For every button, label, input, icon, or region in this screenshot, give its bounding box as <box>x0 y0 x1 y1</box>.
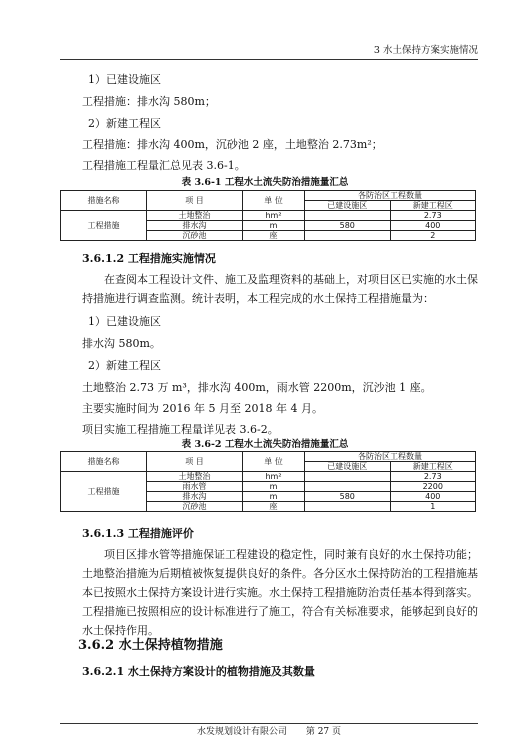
s1-item1-measure: 工程措施：排水沟 580m； <box>82 95 216 108</box>
table-cell: 400 <box>390 492 476 502</box>
table-cell: 座 <box>243 231 305 241</box>
s1-item2-measure: 工程措施：排水沟 400m，沉砂池 2 座，土地整治 2.73m²； <box>82 138 383 151</box>
s2-item1: 1）已建设施区 <box>88 315 161 328</box>
s2-item2: 2）新建工程区 <box>88 359 161 372</box>
table-cell: 2.73 <box>390 472 476 482</box>
table-cell: hm² <box>243 211 305 221</box>
s1-item2: 2）新建工程区 <box>88 117 161 130</box>
table-cell <box>305 211 391 221</box>
table2 <box>60 451 476 512</box>
table-cell <box>305 482 391 492</box>
table-cell: 沉砂池 <box>147 502 243 512</box>
table-cell: 座 <box>243 502 305 512</box>
table1-caption: 表 3.6-1 工程水土流失防治措施量汇总 <box>181 177 349 188</box>
t1-h-item: 项 目 <box>147 191 243 211</box>
table-cell: m <box>243 482 305 492</box>
t2-h-item: 项 目 <box>147 452 243 472</box>
t1-h-group: 各防治区工程数量 <box>305 191 476 201</box>
table-cell: 排水沟 <box>147 221 243 231</box>
page-footer <box>60 723 478 739</box>
table-cell: 排水沟 <box>147 492 243 502</box>
s4-heading: 3.6.2 水土保持植物措施 <box>78 638 223 653</box>
table-cell: m <box>243 492 305 502</box>
s5-heading: 3.6.2.1 水土保持方案设计的植物措施及其数量 <box>82 665 315 678</box>
t2-category: 工程措施 <box>61 472 147 512</box>
t2-h-zone2: 新建工程区 <box>390 462 476 472</box>
table-cell: 400 <box>390 221 476 231</box>
t2-h-unit: 单 位 <box>243 452 305 472</box>
table-cell: 土地整治 <box>147 211 243 221</box>
s2-item1-measure: 排水沟 580m。 <box>82 337 161 350</box>
table-cell: m <box>243 221 305 231</box>
t1-h-zone2: 新建工程区 <box>390 201 476 211</box>
footer-company: 水发规划设计有限公司 <box>196 727 287 737</box>
t1-category: 工程措施 <box>61 211 147 241</box>
t1-h-zone1: 已建设施区 <box>305 201 391 211</box>
table-cell: hm² <box>243 472 305 482</box>
table2-caption: 表 3.6-2 工程水土流失防治措施量汇总 <box>181 439 349 450</box>
s3-para: 项目区排水管等措施保证工程建设的稳定性，同时兼有良好的水土保持功能；土地整治措施为后期植被恢复提供良好的条件。各分区水土保持防治的工程措施基本已按照水土保持方案设计进行实施。水土保持工程措施防治责任基本得到落实。工程措施已按照相应的设计标准进行了施工，符合有关标准要求，能够起到良好的水土保持作用。 <box>82 548 478 637</box>
table-cell: 580 <box>305 221 391 231</box>
table-cell: 1 <box>390 502 476 512</box>
table-cell: 沉砂池 <box>147 231 243 241</box>
t1-h-unit: 单 位 <box>243 191 305 211</box>
s2-period: 主要实施时间为 2016 年 5 月至 2018 年 4 月。 <box>82 402 323 415</box>
s3-heading: 3.6.1.3 工程措施评价 <box>82 527 194 540</box>
t2-h-measure: 措施名称 <box>61 452 147 472</box>
table-cell: 2.73 <box>390 211 476 221</box>
table1 <box>60 190 476 241</box>
table-cell <box>305 231 391 241</box>
s2-summary: 项目实施工程措施工程量详见表 3.6-2。 <box>82 423 279 436</box>
table-cell: 2 <box>390 231 476 241</box>
s1-summary: 工程措施工程量汇总见表 3.6-1。 <box>82 159 246 172</box>
t2-h-zone1: 已建设施区 <box>305 462 391 472</box>
table-cell: 雨水管 <box>147 482 243 492</box>
table-cell <box>305 502 391 512</box>
s2-para: 在查阅本工程设计文件、施工及监理资料的基础上，对项目区已实施的水土保持措施进行调查监测。统计表明，本工程完成的水土保持工程措施量为： <box>82 273 478 305</box>
t1-h-measure: 措施名称 <box>61 191 147 211</box>
s1-item1: 1）已建设施区 <box>88 73 161 86</box>
table-cell: 580 <box>305 492 391 502</box>
footer-page: 第 27 页 <box>305 727 342 737</box>
t2-h-group: 各防治区工程数量 <box>305 452 476 462</box>
table-cell <box>305 472 391 482</box>
table-cell: 土地整治 <box>147 472 243 482</box>
table-cell: 2200 <box>390 482 476 492</box>
page-header: 3 水土保持方案实施情况 <box>60 44 478 60</box>
s2-heading: 3.6.1.2 工程措施实施情况 <box>82 252 216 265</box>
s2-item2-measure: 土地整治 2.73 万 m³，排水沟 400m，雨水管 2200m，沉沙池 1 座。 <box>82 381 432 394</box>
